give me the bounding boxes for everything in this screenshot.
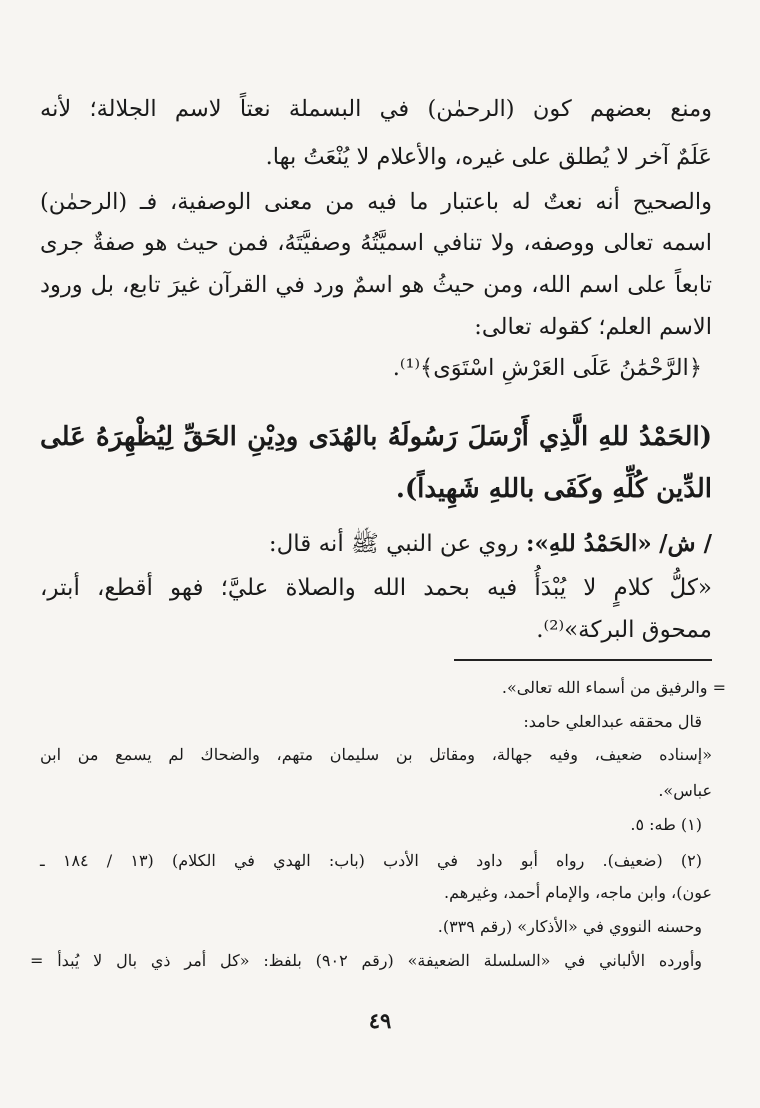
sharh-line-1 <box>40 530 712 559</box>
hadith-line-1: «كلُّ كلامٍ لا يُبْدَأُ فيه بحمد الله والصلاة عليَّ؛ فهو أقطع، أبتر، <box>40 575 712 601</box>
paragraph-2-line-4: الاسم العلم؛ كقوله تعالى: <box>474 314 712 340</box>
footnote-continuation-line-4: عباس». <box>658 781 712 800</box>
paragraph-2-line-2: اسمه تعالى ووصفه، ولا تنافي اسميَّتُهُ وصفيَّتَهُ، فمن حيث هو صفةٌ جرى <box>40 230 712 256</box>
footnote-separator <box>454 659 712 661</box>
quran-verse: ﴿الرَّحْمَٰنُ عَلَى العَرْشِ اسْتَوَى﴾⁽¹⁾. <box>392 355 702 381</box>
sharh-marker: / ش/ <box>659 530 712 557</box>
footnote-continuation-line-1: = والرفيق من أسماء الله تعالى». <box>501 678 726 697</box>
paragraph-2-line-3: تابعاً على اسم الله، ومن حيثُ هو اسمٌ ورد في القرآن غيرَ تابع، بل ورود <box>40 272 712 298</box>
footnote-2-line-1: (٢) (ضعيف). رواه أبو داود في الأدب (باب: الهدي في الكلام) (١٣ / ١٨٤ ـ <box>40 851 703 870</box>
matn-line-1: (الحَمْدُ للهِ الَّذِي أَرْسَلَ رَسُولَهُ بالهُدَى ودِيْنِ الحَقِّ لِيُظْهِرَهُ عَلى <box>40 422 712 452</box>
footnote-2-line-4: وأورده الألباني في «السلسلة الضعيفة» (رقم ٩٠٢) بلفظ: «كل أمر ذي بال لا يُبدأ = <box>30 951 702 970</box>
footnote-2-line-3: وحسنه النووي في «الأذكار» (رقم ٣٣٩). <box>437 917 702 936</box>
paragraph-1-line-1: ومنع بعضهم كون (الرحمٰن) في البسملة نعتاً لاسم الجلالة؛ لأنه <box>40 96 712 122</box>
sharh-line-1-text: روي عن النبي ﷺ أنه قال: <box>268 531 519 557</box>
paragraph-2-line-1: والصحيح أنه نعتٌ له باعتبار ما فيه من معنى الوصفية، فـ (الرحمٰن) <box>40 189 712 215</box>
footnote-1: (١) طه: ٥. <box>630 815 702 834</box>
hadith-line-2: ممحوق البركة»⁽²⁾. <box>536 617 712 643</box>
footnote-continuation-line-2: قال محققه عبدالعلي حامد: <box>523 712 702 731</box>
page-number: ٤٩ <box>368 1008 392 1033</box>
paragraph-1-line-2: عَلَمٌ آخر لا يُطلق على غيره، والأعلام لا يُنْعَتُ بها. <box>265 144 712 170</box>
footnote-2-line-2: عون)، وابن ماجه، والإمام أحمد، وغيرهم. <box>444 883 712 902</box>
footnote-continuation-line-3: «إسناده ضعيف، وفيه جهالة، ومقاتل بن سليمان متهم، والضحاك لم يسمع من ابن <box>40 745 712 764</box>
matn-line-2: الدِّين كُلِّهِ وكَفَى باللهِ شَهِيداً). <box>395 474 712 504</box>
sharh-heading: «الحَمْدُ للهِ»: <box>525 530 652 557</box>
